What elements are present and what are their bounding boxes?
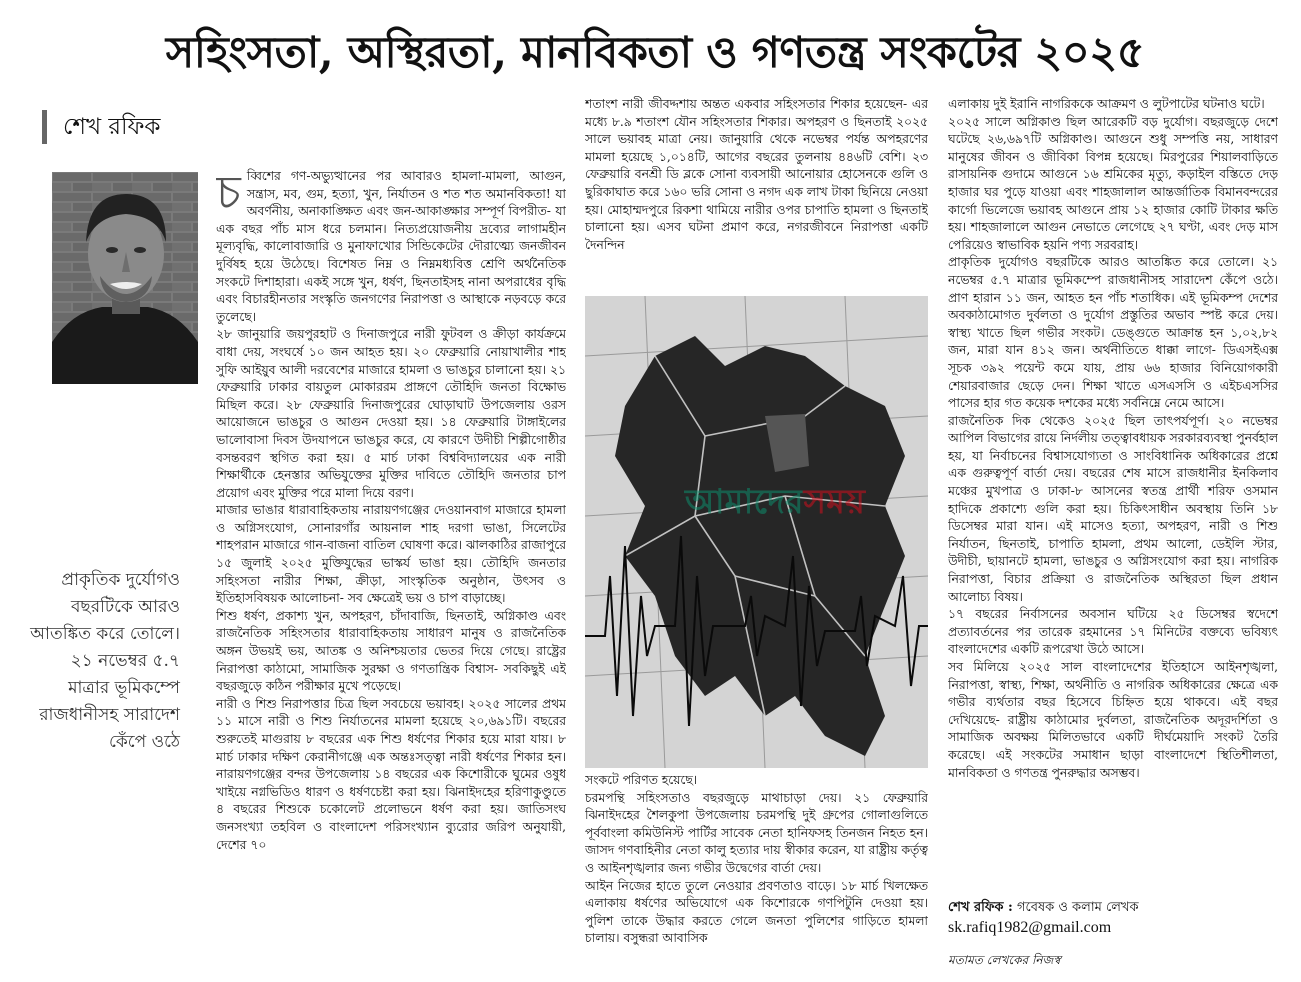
bangladesh-map-illustration [585,296,928,768]
opinion-disclaimer: মতামত লেখকের নিজস্ব [948,953,1061,967]
article-paragraph: নারী ও শিশু নিরাপত্তার চিত্র ছিল সবচেয়ে ভয়াবহ। ২০২৫ সালের প্রথম ১১ মাসে নারী ও শিশু নির্যাতনের মামলা হয়েছে ২০,৬৯১টি। বছরের শুরুতেই মাগুরায় ৮ বছরের এক শিশু ধর্ষণের শিকার হয়ে মারা যায়। ৮ মার্চ ঢাকার দক্ষিণ কেরানীগঞ্জে এক অন্তঃসত্ত্বা নারী ধর্ষণের শিকার হন। নারায়ণগঞ্জের বন্দর উপজেলায় ১৪ বছরের এক কিশোরীকে ঘুমের ওষুধ খাইয়ে নগ্নভিডিও ধারণ ও ধর্ষণচেষ্টা করা হয়। ঝিনাইদহের হরিণাকুণ্ডুতে ৪ বছরের শিশুকে চকোলেট প্রলোভনে ধর্ষণ করা হয়। জাতিসংঘ জনসংখ্যা তহবিল ও বাংলাদেশ পরিসংখ্যান ব্যুরোর জরিপ অনুযায়ী, দেশের ৭০ [216,696,566,852]
watermark-logo [685,476,865,533]
author-bio-role: গবেষক ও কলাম লেখক [1016,900,1139,915]
headline: সহিংসতা, অস্থিরতা, মানবিকতা ও গণতন্ত্র সংকটের ২০২৫ [165,28,1145,78]
article-paragraph: ২০২৫ সালে অগ্নিকাণ্ড ছিল আরেকটি বড় দুর্যোগ। বছরজুড়ে দেশে ঘটেছে ২৬,৬৯৭টি অগ্নিকাণ্ড। আগুনে শুধু সম্পত্তি নয়, সাধারণ মানুষের জীবন ও জীবিকা বিপন্ন হয়েছে। মিরপুরের শিয়ালবাড়িতে রাসায়নিক গুদামে আগুনে ১৬ শ্রমিকের মৃত্যু, কড়াইল বস্তিতে দেড় হাজার ঘর পুড়ে যাওয়া এবং শাহজালাল আন্তর্জাতিক বিমানবন্দরের কার্গো ভিলেজে ভয়াবহ আগুনে প্রায় ১২ হাজার কোটি টাকার ক্ষতি হয়। শাহজালালে আগুন নেভাতে লেগেছে ২৭ ঘণ্টা, এবং দেড় মাস পেরিয়েও স্বাভাবিক হয়নি পণ্য সরবরাহ। [948,114,1278,252]
author-photo [52,172,198,384]
article-paragraph: শতাংশ নারী জীবদ্দশায় অন্তত একবার সহিংসতার শিকার হয়েছেন- এর মধ্যে ৮.৯ শতাংশ যৌন সহিংসতার শিকার। অপহরণ ও ছিনতাই ২০২৫ সালে ভয়াবহ মাত্রা নেয়। জানুয়ারি থেকে নভেম্বর পর্যন্ত অপহরণের মামলা হয়েছে ১,০১৪টি, আগের বছরের তুলনায় ৪৪৬টি বেশি। ২৩ ফেব্রুয়ারি বনশ্রী ডি ব্লকে সোনা ব্যবসায়ী আনোয়ার হোসেনকে গুলি ও ছুরিকাঘাত করে ১৬০ ভরি সোনা ও নগদ এক লাখ টাকা ছিনিয়ে নেওয়া হয়। মোহাম্মদপুরে রিকশা থামিয়ে নারীর ওপর চাপাতি হামলা ও ছিনতাই চালানো হয়। এসব ঘটনা প্রমাণ করে, নগরজীবনে নিরাপত্তা একটি দৈনন্দিন [585,97,928,252]
article-paragraph: ২৮ জানুয়ারি জয়পুরহাট ও দিনাজপুরে নারী ফুটবল ও ক্রীড়া কার্যক্রমে বাধা দেয়, সংঘর্ষে ১০ জন আহত হয়। ২০ ফেব্রুয়ারি নোয়াখালীর শাহ সুফি আইয়ুব আলী দরবেশের মাজারে হামলা ও ভাঙচুর চালানো হয়। ২১ ফেব্রুয়ারি ঢাকার বায়তুল মোকাররম প্রাঙ্গণে তৌহিদি জনতা বিক্ষোভ মিছিল করে। ২৮ ফেব্রুয়ারি দিনাজপুরের ঘোড়াঘাট উপজেলায় ওরস আয়োজনে ভাঙচুর ও আগুন দেওয়া হয়। ১৪ ফেব্রুয়ারি টাঙ্গাইলের ভালোবাসা দিবস উদযাপনে ভাঙচুর করে, যে কারণে উদীচী শিল্পীগোষ্ঠীর বসন্তবরণ স্থগিত করা হয়। ৫ মার্চ ঢাকা বিশ্ববিদ্যালয়ের এক নারী শিক্ষার্থীকে হেনস্তার অভিযুক্তের মুক্তির দাবিতে তৌহিদি জনতার চাপ প্রয়োগ এবং মুক্তির পরে মালা দিয়ে বরণ। [216,327,566,500]
article-paragraph: প্রাকৃতিক দুর্যোগও বছরটিকে আরও আতঙ্কিত করে তোলে। ২১ নভেম্বর ৫.৭ মাত্রার ভূমিকম্পে রাজধানীসহ সারাদেশ কেঁপে ওঠে। প্রাণ হারান ১১ জন, আহত হন পাঁচ শতাধিক। এই ভূমিকম্প দেশের অবকাঠামোগত দুর্বলতা ও দুর্যোগ প্রস্তুতির অভাব স্পষ্ট করে দেয়। স্বাস্থ্য খাতে ছিল গভীর সংকট। ডেঙ্গুতে আক্রান্ত হন ১,০২,৮২ জন, মারা যান ৪১২ জন। অর্থনীতিতে ধাক্কা লাগে- ডিএসইএক্স সূচক ৩৯২ পয়েন্ট কমে যায়, প্রায় ৬৬ হাজার বিনিয়োগকারী শেয়ারবাজার ছেড়ে দেন। শিক্ষা খাতে এসএসসি ও এইচএসসির পাসের হার গত কয়েক দশকের মধ্যে সর্বনিম্নে নেমে আসে। [948,255,1278,411]
article-paragraph: আইন নিজের হাতে তুলে নেওয়ার প্রবণতাও বাড়ে। ১৮ মার্চ খিলক্ষেত এলাকায় ধর্ষণের অভিযোগে এক কিশোরকে গণপিটুনি দেওয়া হয়। পুলিশ তাকে উদ্ধার করতে গেলে জনতা পুলিশের গাড়িতে হামলা চালায়। বসুন্ধরা আবাসিক [585,878,928,946]
watermark-part-2: সময় [803,482,865,522]
watermark-part-1: আমাদের [685,482,804,522]
article-paragraph: মাজার ভাঙার ধারাবাহিকতায় নারায়ণগঞ্জের দেওয়ানবাগ মাজারে হামলা ও অগ্নিসংযোগ, সোনারগাঁর আয়নাল শাহ দরগা ভাঙা, সিলেটের শাহপরান মাজারে গান-বাজনা বাতিল ঘোষণা করে। ঝালকাঠির রাজাপুরে ১৫ জুলাই ২০২৫ মুক্তিযুদ্ধের ভাস্কর্য ভাঙা হয়। তৌহিদি জনতার সহিংসতা নারীর শিক্ষা, ক্রীড়া, সাংস্কৃতিক অনুষ্ঠান, উৎসব ও ইতিহাসবিষয়ক আলোচনা- সব ক্ষেত্রেই ভয় ও চাপ বাড়াচ্ছে। [216,503,566,606]
article-column-2-top [585,96,928,274]
article-paragraph: ১৭ বছরের নির্বাসনের অবসান ঘটিয়ে ২৫ ডিসেম্বর স্বদেশে প্রত্যাবর্তনের পর তারেক রহমানের ১৭ মিনিটের বক্তব্যে ভবিষ্যৎ বাংলাদেশের একটি রূপরেখা উঠে আসে। [948,607,1278,657]
article-paragraph: সংকটে পরিণত হয়েছে। [585,773,698,787]
article-column-1 [216,168,566,978]
article-paragraph: এলাকায় দুই ইরানি নাগরিককে আক্রমণ ও লুটপাটের ঘটনাও ঘটে। [948,97,1265,111]
author-email: sk.rafiq1982@gmail.com [948,919,1112,936]
article-paragraph: সব মিলিয়ে ২০২৫ সাল বাংলাদেশের ইতিহাসে আইনশৃঙ্খলা, নিরাপত্তা, স্বাস্থ্য, শিক্ষা, অর্থনীতি ও নাগরিক অধিকারের ক্ষেত্রে এক গভীর ব্যর্থতার বছর হিসেবে চিহ্নিত হয়ে থাকবে। এই বছর দেখিয়েছে- রাষ্ট্রীয় কাঠামোর দুর্বলতা, রাজনৈতিক অদূরদর্শিতা ও সামাজিক অবক্ষয় মিলিতভাবে একটি দীর্ঘমেয়াদি সংকট তৈরি করেছে। এই সংকটের সমাধান ছাড়া বাংলাদেশে স্থিতিশীলতা, মানবিকতা ও গণতন্ত্র পুনরুদ্ধার অসম্ভব। [948,660,1278,780]
pull-quote: প্রাকৃতিক দুর্যোগও বছরটিকে আরও আতঙ্কিত করে তোলে। ২১ নভেম্বর ৫.৭ মাত্রার ভূমিকম্পে রাজধানীসহ সারাদেশ কেঁপে ওঠে [30,570,180,752]
drop-cap: চ [216,168,241,219]
article-paragraph: ব্বিশের গণ-অভ্যুত্থানের পর আবারও হামলা-মামলা, আগুন, সন্ত্রাস, মব, গুম, হত্যা, খুন, নির্যাতন ও শত শত অমানবিকতা! যা অবর্ণনীয়, অনাকাঙ্ক্ষিত এবং জন-আকাঙ্ক্ষার সম্পূর্ণ বিপরীত- যা এক বছর পাঁচ মাস ধরে চলমান। নিত্যপ্রয়োজনীয় দ্রব্যের লাগামহীন মূল্যবৃদ্ধি, কালোবাজারি ও মুনাফাখোর সিন্ডিকেটের দৌরাত্ম্যে জনজীবন দুর্বিষহ হয়ে উঠেছে। বিশেষত নিম্ন ও নিম্নমধ্যবিত্ত শ্রেণি অর্থনৈতিক সংকটে দিশাহারা। একই সঙ্গে খুন, ধর্ষণ, ছিনতাইসহ নানা অপরাধের বৃদ্ধি এবং বিচারহীনতার সংস্কৃতি জনগণের নিরাপত্তা ও আস্থাকে নড়বড়ে করে তুলেছে। [216,169,566,324]
article-paragraph: রাজনৈতিক দিক থেকেও ২০২৫ ছিল তাৎপর্যপূর্ণ। ২০ নভেম্বর আপিল বিভাগের রায়ে নির্দলীয় তত্ত্বাবধায়ক সরকারব্যবস্থা পুনর্বহাল হয়, যা নির্বাচনের বিশ্বাসযোগ্যতা ও সাংবিধানিক অধিকারের প্রশ্নে এক গুরুত্বপূর্ণ বার্তা দেয়। বছরের শেষ মাসে রাজধানীর ইনকিলাব মঞ্চের মুখপাত্র ও ঢাকা-৮ আসনের স্বতন্ত্র প্রার্থী শরিফ ওসমান হাদিকে প্রকাশ্যে গুলি করা হয়। চিকিৎসাধীন অবস্থায় তিনি ১৮ ডিসেম্বর মারা যান। এই মাসেও হত্যা, অপহরণ, নারী ও শিশু নির্যাতন, ছিনতাই, চাপাতি হামলা, প্রথম আলো, ডেইলি স্টার, উদীচী, ছায়ানটে হামলা, ভাঙচুর ও অগ্নিসংযোগ করা হয়। নাগরিক নিরাপত্তা, বিচার প্রক্রিয়া ও রাজনৈতিক অস্থিরতা ছিল প্রধান আলোচ্য বিষয়। [948,413,1278,604]
author-byline: শেখ রফিক [42,110,161,144]
author-bio [948,898,1278,938]
article-paragraph: চরমপন্থি সহিংসতাও বছরজুড়ে মাথাচাড়া দেয়। ২১ ফেব্রুয়ারি ঝিনাইদহের শৈলকুপা উপজেলায় চরমপন্থি দুই গ্রুপের গোলাগুলিতে পূর্ববাংলা কমিউনিস্ট পার্টির সাবেক নেতা হানিফসহ তিনজন নিহত হন। জাসদ গণবাহিনীর নেতা কালু হত্যার দায় স্বীকার করেন, যা রাষ্ট্রীয় কর্তৃত্ব ও আইনশৃঙ্খলার জন্য গভীর উদ্বেগের বার্তা দেয়। [585,790,928,875]
article-column-2-bottom [585,772,928,980]
article-paragraph: শিশু ধর্ষণ, প্রকাশ্য খুন, অপহরণ, চাঁদাবাজি, ছিনতাই, অগ্নিকাণ্ড এবং রাজনৈতিক সহিংসতার ধারাবাহিকতায় সাধারণ মানুষ ও রাজনৈতিক অঙ্গন উভয়ই ভয়, আতঙ্ক ও অনিশ্চয়তার ভেতর দিয়ে গেছে। রাষ্ট্রের নিরাপত্তা কাঠামো, সামাজিক সুরক্ষা ও গণতান্ত্রিক বিশ্বাস- সবকিছুই এই বছরজুড়ে কঠিন পরীক্ষার মুখে পড়েছে। [216,608,566,694]
author-portrait-image [52,172,198,384]
article-column-3 [948,96,1278,866]
author-bio-name: শেখ রফিক : [948,900,1013,915]
